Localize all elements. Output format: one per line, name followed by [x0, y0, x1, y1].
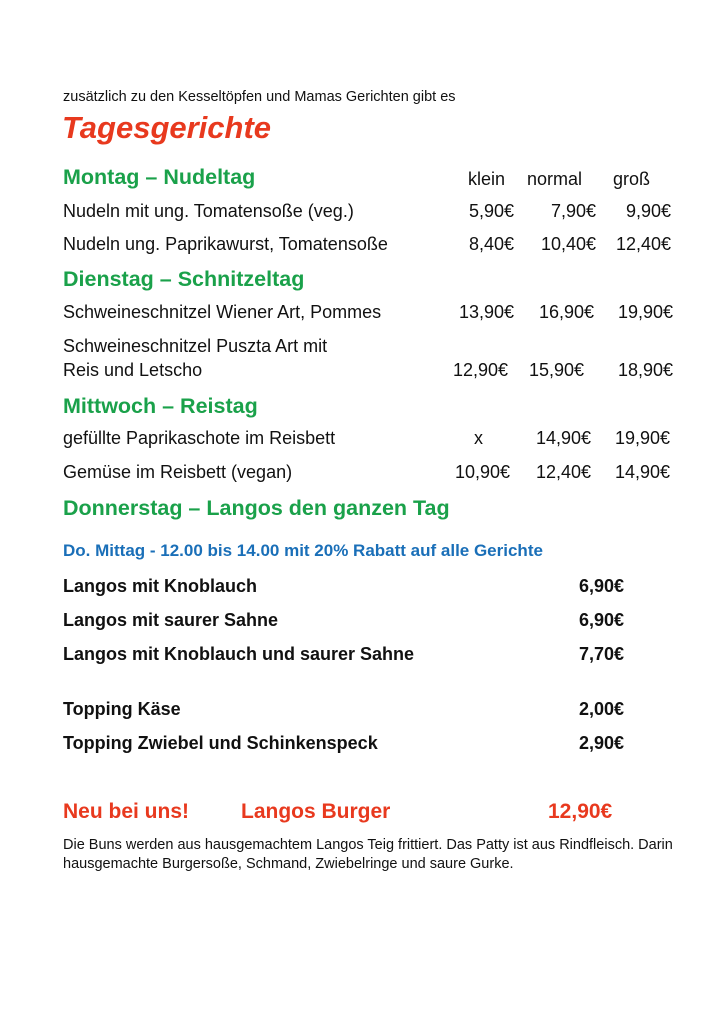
day-heading-dienstag: Dienstag – Schnitzeltag — [63, 267, 305, 291]
price-normal: 10,40€ — [540, 234, 596, 254]
size-header-klein: klein — [468, 169, 506, 189]
new-label: Neu bei uns! — [63, 800, 190, 823]
menu-item-name: Nudeln ung. Paprikawurst, Tomatensoße — [63, 234, 388, 254]
menu-item-name-line1: Schweineschnitzel Puszta Art mit — [63, 336, 328, 356]
new-item-price: 12,90€ — [548, 800, 613, 823]
new-item-description: Die Buns werden aus hausgemachtem Langos Teig frittiert. Das Patty ist aus Rindfleisch. Darin hausgemachte Burgersoße, Schmand, Zwiebelringe und saure Gurke. — [63, 837, 673, 872]
price-gross: 19,90€ — [617, 302, 673, 322]
topping-price: 2,90€ — [578, 733, 624, 753]
langos-item-name: Langos mit Knoblauch — [63, 576, 258, 596]
price-gross: 9,90€ — [625, 201, 671, 221]
price-gross: 19,90€ — [614, 428, 670, 448]
menu-item-name: Nudeln mit ung. Tomatensoße (veg.) — [63, 201, 354, 221]
topping-name: Topping Käse — [63, 699, 181, 719]
price-normal: 15,90€ — [528, 360, 584, 380]
day-heading-donnerstag: Donnerstag – Langos den ganzen Tag — [63, 496, 450, 520]
price-gross: 18,90€ — [617, 360, 673, 380]
day-heading-mittwoch: Mittwoch – Reistag — [63, 394, 258, 418]
menu-item-name: Gemüse im Reisbett (vegan) — [63, 462, 293, 482]
price-klein: x — [474, 428, 483, 448]
size-header-normal: normal — [527, 169, 583, 189]
price-gross: 14,90€ — [614, 462, 670, 482]
price-normal: 7,90€ — [550, 201, 596, 221]
langos-item-price: 6,90€ — [578, 576, 624, 596]
price-gross: 12,40€ — [615, 234, 671, 254]
promo-text: Do. Mittag - 12.00 bis 14.00 mit 20% Rabatt auf alle Gerichte — [63, 541, 543, 560]
day-heading-montag: Montag – Nudeltag — [63, 165, 256, 189]
intro-text: zusätzlich zu den Kesseltöpfen und Mamas Gerichten gibt es — [63, 89, 456, 105]
langos-item-price: 6,90€ — [578, 610, 624, 630]
price-klein: 13,90€ — [458, 302, 514, 322]
menu-item-name-line2: Reis und Letscho — [63, 360, 203, 380]
price-klein: 8,40€ — [468, 234, 514, 254]
topping-price: 2,00€ — [578, 699, 624, 719]
size-header-gross: groß — [613, 169, 651, 189]
price-normal: 14,90€ — [535, 428, 591, 448]
langos-item-name: Langos mit Knoblauch und saurer Sahne — [63, 644, 415, 664]
langos-item-name: Langos mit saurer Sahne — [63, 610, 279, 630]
price-normal: 16,90€ — [538, 302, 594, 322]
price-klein: 12,90€ — [452, 360, 508, 380]
langos-item-price: 7,70€ — [578, 644, 624, 664]
new-item-name: Langos Burger — [241, 800, 391, 823]
page-title: Tagesgerichte — [62, 110, 272, 145]
topping-name: Topping Zwiebel und Schinkenspeck — [63, 733, 378, 753]
price-normal: 12,40€ — [535, 462, 591, 482]
price-klein: 5,90€ — [468, 201, 514, 221]
menu-item-name: Schweineschnitzel Wiener Art, Pommes — [63, 302, 382, 322]
price-klein: 10,90€ — [454, 462, 510, 482]
menu-item-name: gefüllte Paprikaschote im Reisbett — [63, 428, 336, 448]
